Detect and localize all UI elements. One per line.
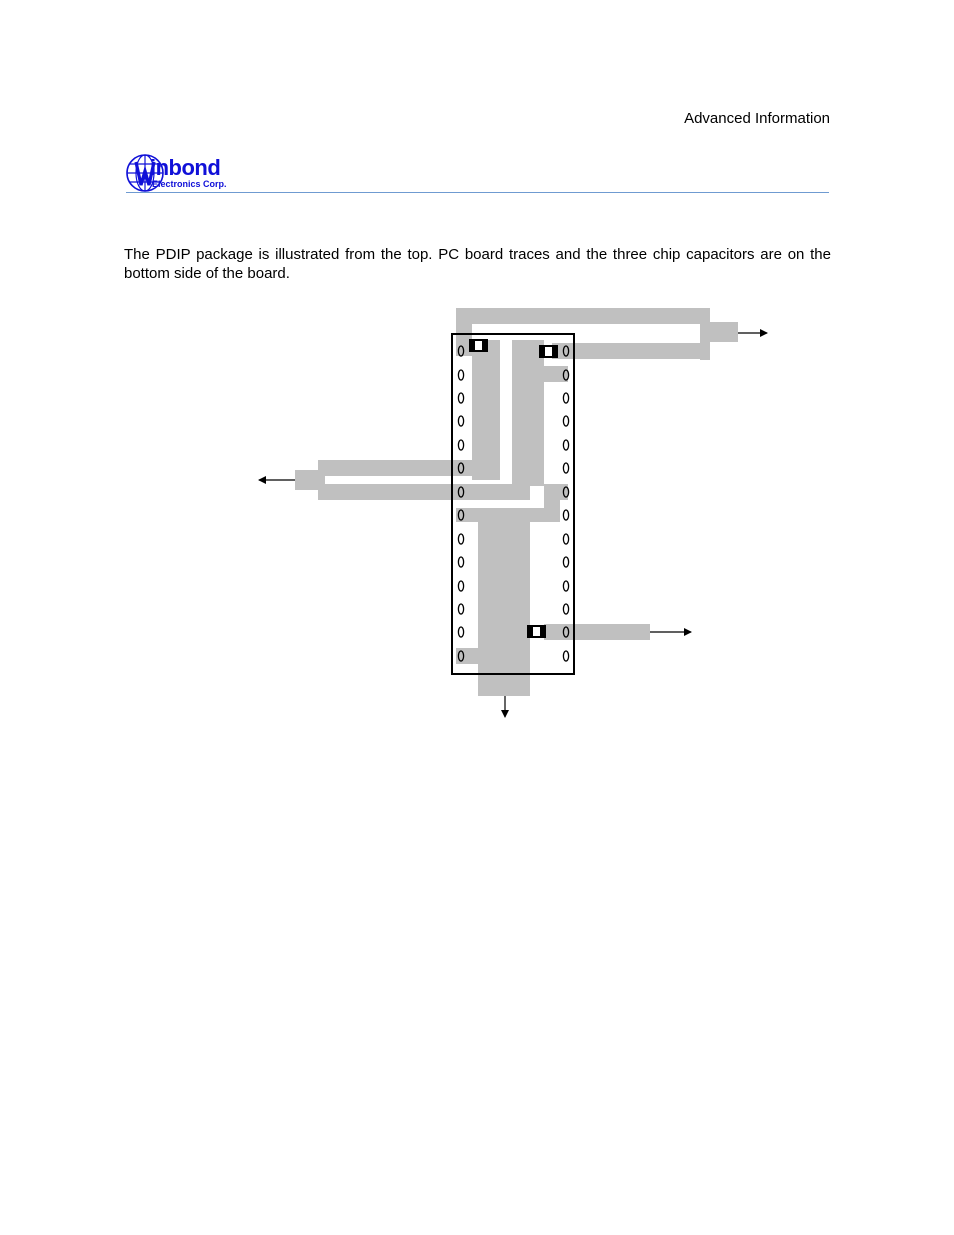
board-traces	[295, 308, 738, 696]
chip-capacitor-top-left	[469, 339, 488, 352]
logo-wordmark: inbond	[150, 155, 221, 180]
chip-capacitor-bottom-right	[527, 625, 546, 638]
intro-paragraph: The PDIP package is illustrated from the top. PC board traces and the three chip capacitors are on the bottom side of the board.	[124, 246, 831, 282]
left-pin-column	[458, 346, 463, 661]
right-pin-column	[563, 346, 568, 661]
header-note: Advanced Information	[684, 110, 830, 127]
logo-subtitle: Electronics Corp.	[152, 179, 227, 189]
chip-capacitor-top-right	[539, 345, 558, 358]
